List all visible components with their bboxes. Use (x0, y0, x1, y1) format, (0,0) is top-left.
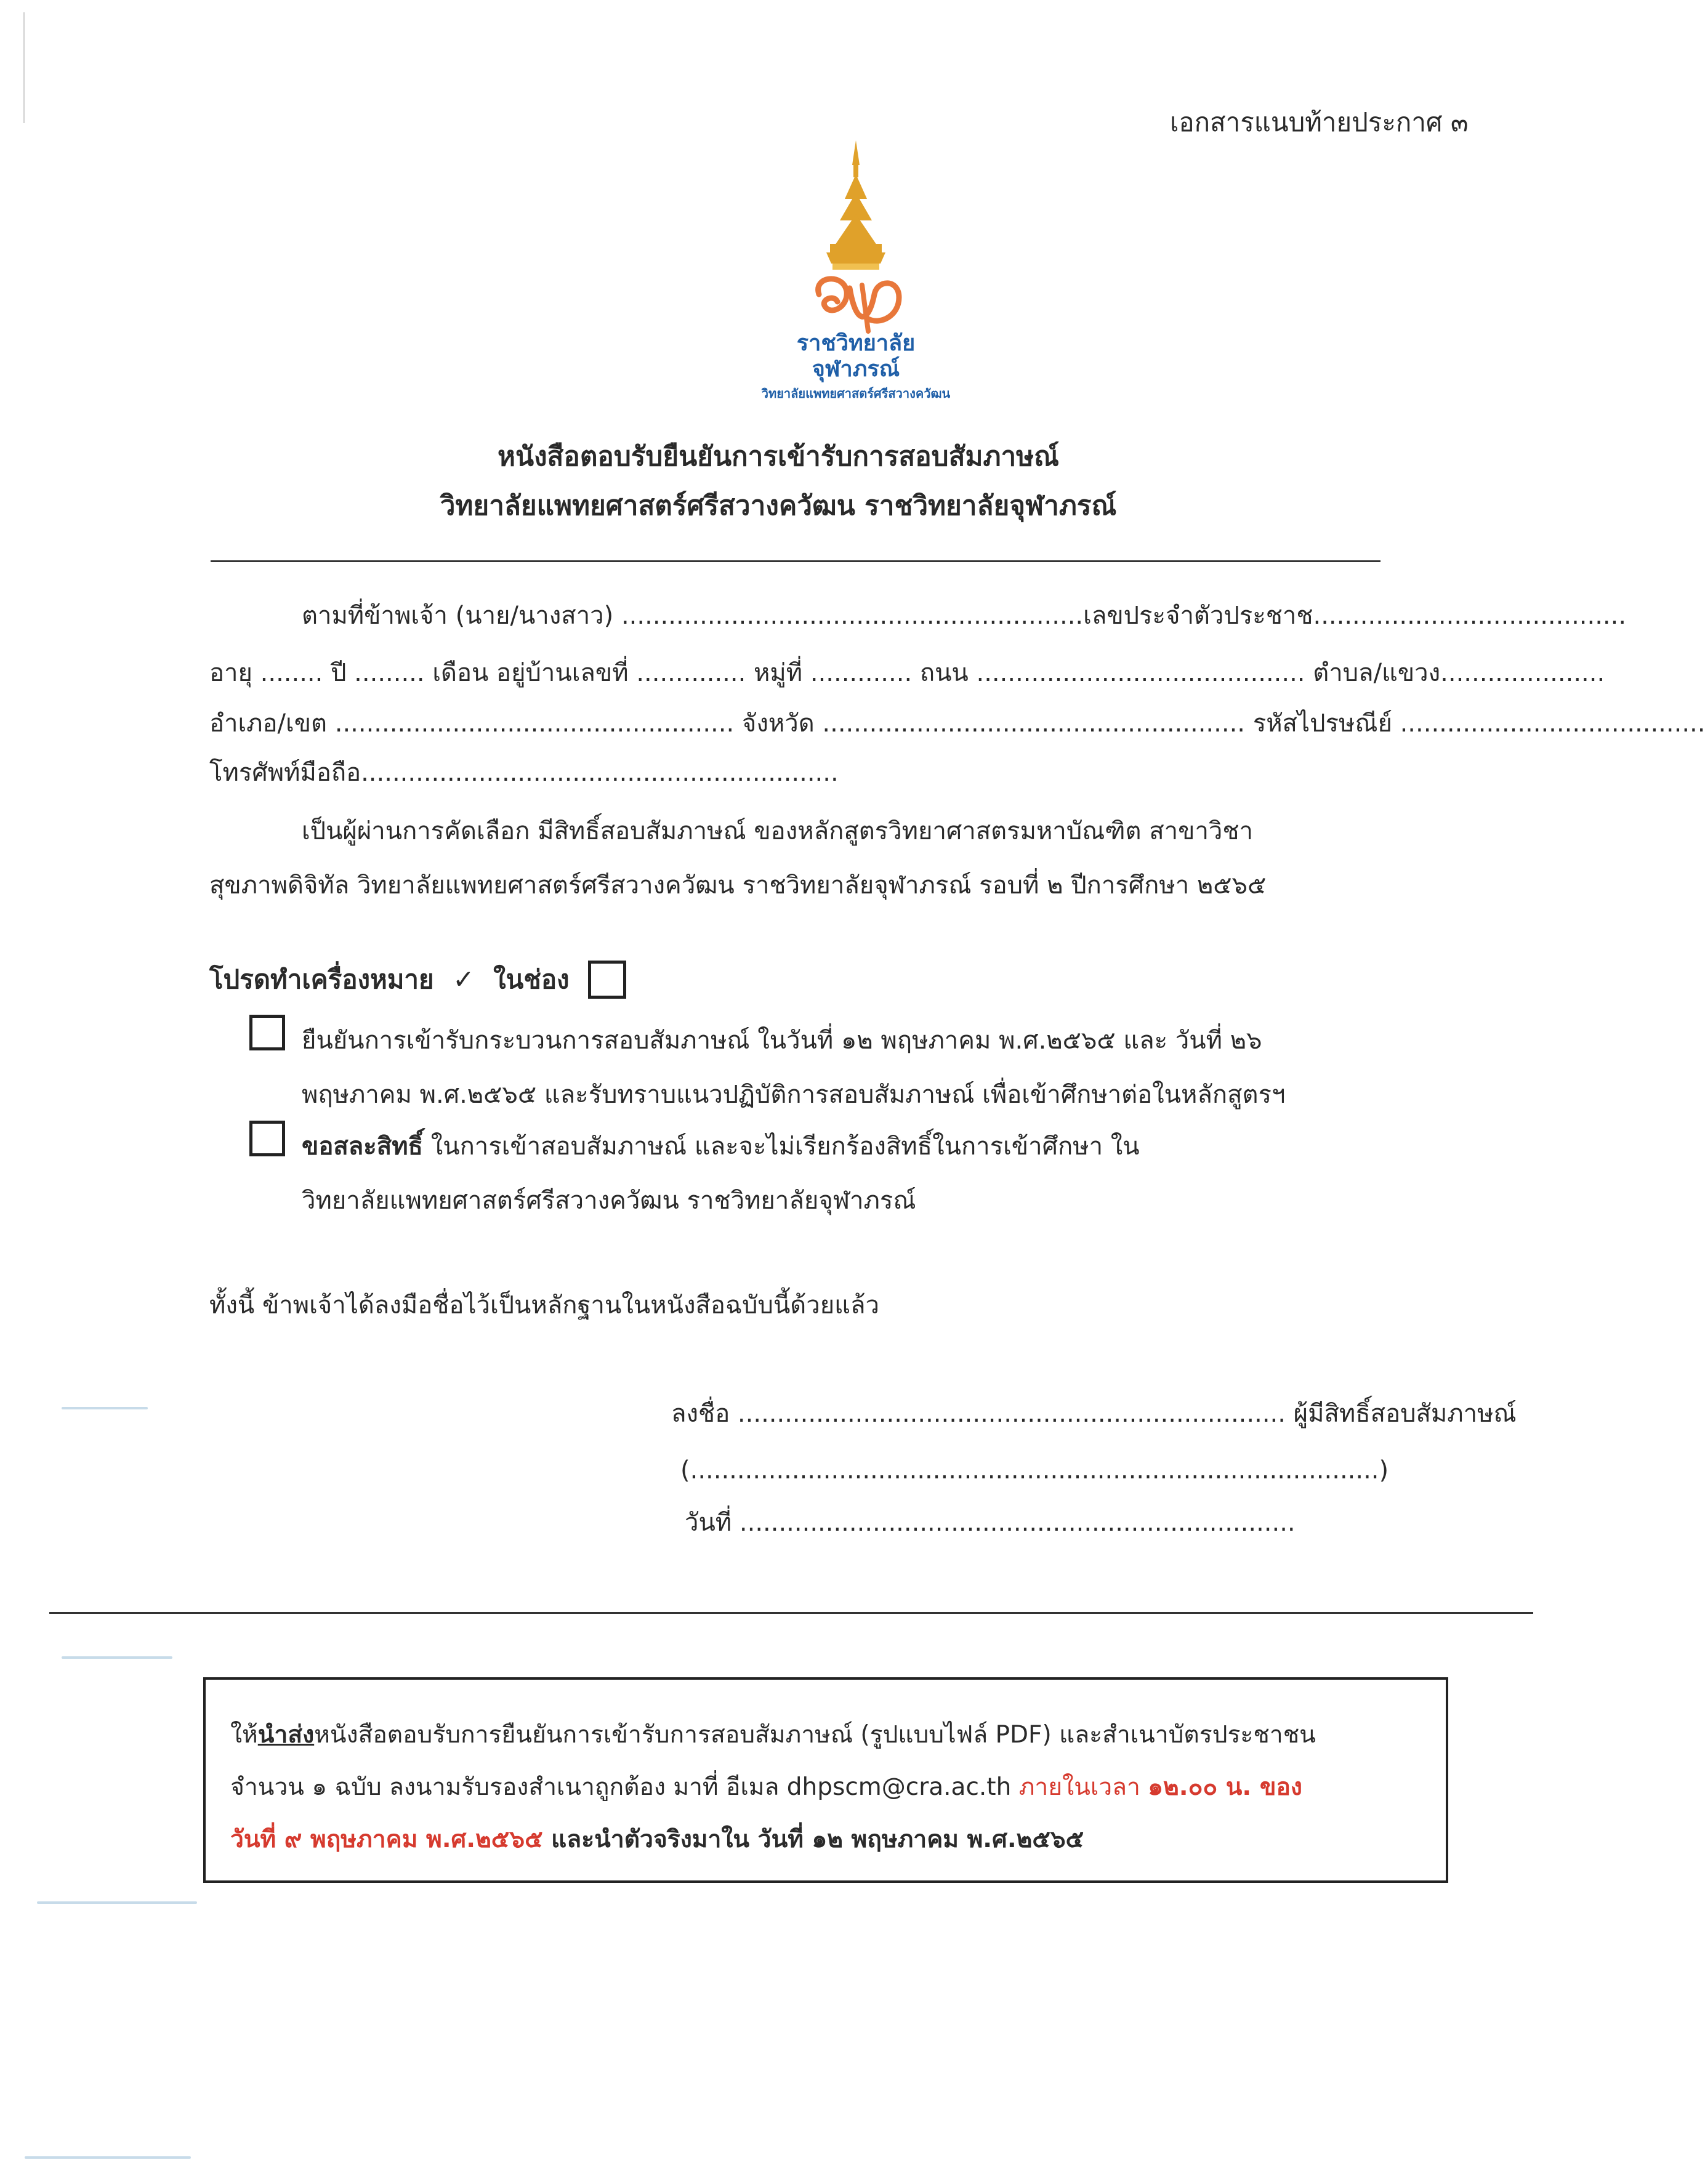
notice-deadline-label: ภายในเวลา (1018, 1773, 1148, 1801)
instruction-text: โปรดทำเครื่องหมาย (209, 964, 434, 994)
eligibility-paragraph-line1: เป็นผู้ผ่านการคัดเลือก มีสิทธิ์สอบสัมภาษณ์ ของหลักสูตรวิทยาศาสตรมหาบัณฑิต สาขาวิชา (302, 817, 1253, 845)
sample-checkbox-icon (588, 961, 626, 999)
scan-edge-mark (23, 12, 25, 123)
notice-interview-date: และนำตัวจริงมาใน วันที่ ๑๒ พฤษภาคม พ.ศ.๒๕๖๕ (542, 1826, 1084, 1853)
waive-checkbox[interactable] (249, 1121, 285, 1156)
submission-notice-box (203, 1677, 1448, 1883)
form-line-phone: โทรศัพท์มือถือ............................................................. (209, 759, 839, 787)
form-line-address: อายุ ........ ปี ......... เดือน อยู่บ้านเลขที่ .............. หมู่ที่ ............. ถนน .......................................... ตำบล/แขวง..................... (209, 659, 1605, 687)
document-title: หนังสือตอบรับยืนยันการเข้ารับการสอบสัมภาษณ์ (497, 441, 1059, 472)
instruction-line (209, 964, 570, 994)
instruction-suffix: ในช่อง (493, 964, 570, 994)
document-subtitle: วิทยาลัยแพทยศาสตร์ศรีสวางควัฒน ราชวิทยาลัยจุฬาภรณ์ (440, 490, 1117, 522)
form-line-district: อำเภอ/เขต ................................................... จังหวัด ...................................................... รหัสไปรษณีย์ ....................................... (209, 709, 1705, 738)
form-line-name (302, 603, 1626, 628)
notice-line1 (230, 1723, 1316, 1747)
notice-line1-rest: หนังสือตอบรับการยืนยันการเข้ารับการสอบสัมภาษณ์ (รูปแบบไฟล์ PDF) และสำเนาบัตรประชาชน (314, 1721, 1316, 1749)
scan-artifact (37, 1901, 197, 1904)
logo-name-line1: ราชวิทยาลัย (796, 331, 916, 356)
confirm-option-line1: ยืนยันการเข้ารับกระบวนการสอบสัมภาษณ์ ในวันที่ ๑๒ พฤษภาคม พ.ศ.๒๕๖๕ และ วันที่ ๒๖ (302, 1026, 1262, 1055)
logo (761, 140, 951, 411)
name-label: ตามที่ข้าพเจ้า (นาย/นางสาว) (302, 602, 621, 630)
waive-option-text: ในการเข้าสอบสัมภาษณ์ และจะไม่เรียกร้องสิทธิ์ในการเข้าศึกษา ใน (422, 1132, 1140, 1161)
id-label: เลขประจำตัวประชาช (1083, 602, 1313, 630)
notice-submit-word: นำส่ง (257, 1721, 315, 1749)
printed-name-line: (........................................................................................) (680, 1456, 1389, 1485)
date-line: วันที่ ....................................................................... (685, 1509, 1296, 1537)
title-divider (211, 560, 1381, 562)
id-blank: ........................................ (1313, 602, 1627, 630)
eligibility-paragraph-line2: สุขภาพดิจิทัล วิทยาลัยแพทยศาสตร์ศรีสวางควัฒน ราชวิทยาลัยจุฬาภรณ์ รอบที่ ๒ ปีการศึกษา ๒๕๖๕ (209, 871, 1267, 900)
notice-line2 (230, 1775, 1302, 1799)
check-mark-icon: ✓ (453, 964, 475, 994)
notice-email-text: จำนวน ๑ ฉบับ ลงนามรับรองสำเนาถูกต้อง มาที่ อีเมล dhpscm@cra.ac.th (230, 1773, 1019, 1801)
section-divider (49, 1612, 1533, 1614)
confirm-option-line2: พฤษภาคม พ.ศ.๒๕๖๕ และรับทราบแนวปฏิบัติการสอบสัมภาษณ์ เพื่อเข้าศึกษาต่อในหลักสูตรฯ (302, 1081, 1286, 1109)
name-blank: ........................................................... (621, 602, 1084, 630)
annex-label: เอกสารแนบท้ายประกาศ ๓ (1170, 107, 1469, 137)
logo-name-line2: จุฬาภรณ์ (812, 357, 900, 382)
scan-artifact (62, 1656, 172, 1659)
scan-artifact (25, 2156, 191, 2159)
scan-artifact (62, 1407, 148, 1409)
waive-option-bold: ขอสละสิทธิ์ (302, 1132, 423, 1161)
notice-deadline-time: ๑๒.๐๐ น. ของ (1148, 1773, 1302, 1801)
declaration-text: ทั้งนี้ ข้าพเจ้าได้ลงมือชื่อไว้เป็นหลักฐานในหนังสือฉบับนี้ด้วยแล้ว (209, 1291, 879, 1320)
waive-option-line2: วิทยาลัยแพทยศาสตร์ศรีสวางควัฒน ราชวิทยาลัยจุฬาภรณ์ (302, 1187, 916, 1215)
crown-emblem-icon (776, 140, 936, 344)
notice-deadline-date: วันที่ ๙ พฤษภาคม พ.ศ.๒๕๖๕ (230, 1826, 543, 1853)
logo-subtitle: วิทยาลัยแพทยศาสตร์ศรีสวางควัฒน (761, 386, 951, 401)
notice-line3 (230, 1827, 1084, 1852)
confirm-checkbox[interactable] (249, 1015, 285, 1050)
notice-prefix: ให้ (230, 1721, 258, 1749)
signature-line: ลงชื่อ ...................................................................... ผู้มีสิทธิ์สอบสัมภาษณ์ (671, 1400, 1517, 1428)
waive-option-line1 (302, 1134, 1140, 1159)
